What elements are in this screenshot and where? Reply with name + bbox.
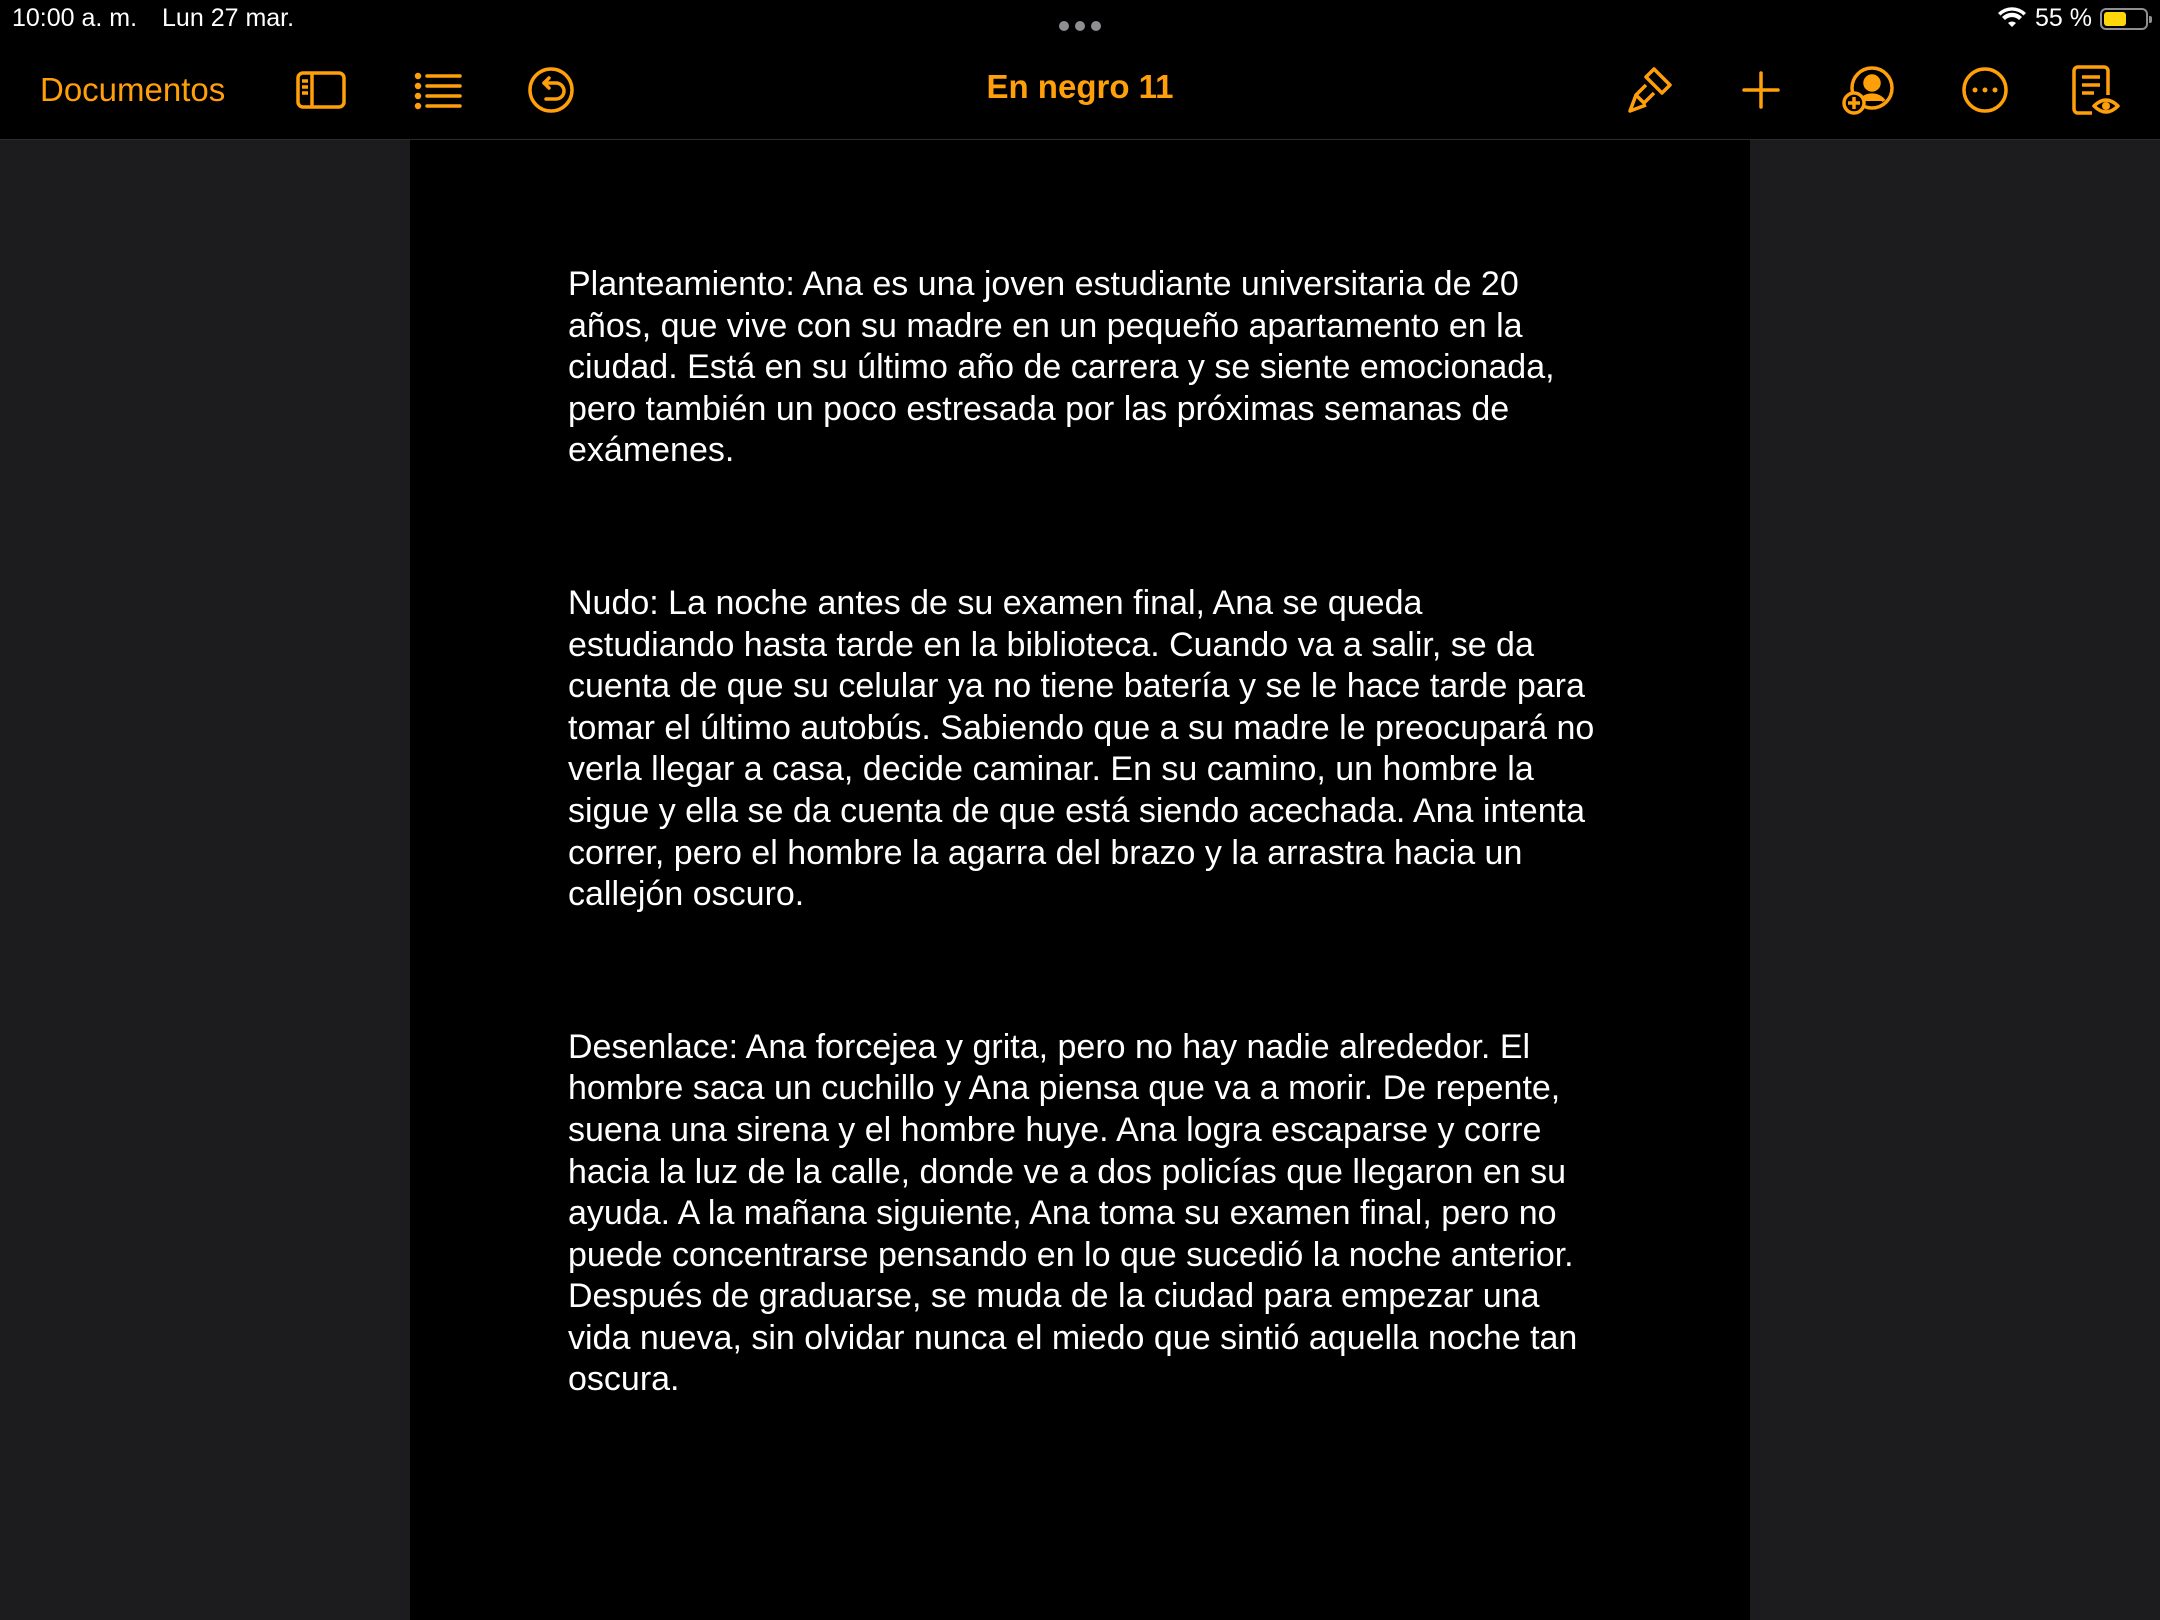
status-right [1997,4,2148,33]
wifi-icon [1997,7,2027,31]
paragraph-nudo[interactable]: Nudo: La noche antes de su examen final, Ana se queda estudiando hasta tarde en la biblioteca. Cuando va a salir, se da cuenta de que su celular ya no tiene batería y se le hace tarde para tomar el último autobús. Sabiendo que a su madre le preocupará no verla llegar a casa, decide caminar. En su camino, un hombre la sigue y ella se da cuenta de que está siendo acechada. Ana intenta correr, pero el hombre la agarra del brazo y la arrastra hacia un callejón oscuro. [568,583,1595,914]
undo-icon [524,63,578,117]
document-body[interactable] [568,264,1598,1512]
documents-button[interactable]: Documentos [40,71,226,108]
multitasking-dots-icon[interactable] [1056,18,1104,30]
status-bar [0,0,2160,40]
document-title[interactable]: En negro 11 [986,68,1174,105]
reading-view-button[interactable] [2068,60,2122,120]
status-left [12,4,312,33]
sidebar-icon [294,63,348,117]
document-canvas[interactable] [0,140,2160,1620]
reading-view-icon [2068,63,2122,117]
status-time: 10:00 a. m. [12,4,138,32]
format-button[interactable] [1624,60,1678,120]
document-page[interactable] [410,140,1750,1620]
plus-icon [1734,63,1788,117]
list-icon [412,63,466,117]
paintbrush-icon [1624,63,1678,117]
status-date: Lun 27 mar. [162,4,295,32]
insert-button[interactable] [1734,60,1788,120]
collaborate-button[interactable] [1842,60,1896,120]
more-button[interactable] [1958,60,2012,120]
battery-percent: 55 % [2035,4,2092,32]
outline-button[interactable] [412,60,466,120]
paragraph-planteamiento[interactable]: Planteamiento: Ana es una joven estudiante universitaria de 20 años, que vive con su madre en un pequeño apartamento en la ciudad. Está en su último año de carrera y se siente emocionada, pero también un poco estresada por las próximas semanas de exámenes. [568,265,1555,470]
sidebar-button[interactable] [294,60,348,120]
undo-button[interactable] [524,60,578,120]
battery-fill [2104,12,2126,26]
collaborate-icon [1842,63,1896,117]
more-icon [1958,63,2012,117]
battery-icon [2100,8,2148,30]
paragraph-desenlace[interactable]: Desenlace: Ana forcejea y grita, pero no hay nadie alrededor. El hombre saca un cuchillo y Ana piensa que va a morir. De repente, suena una sirena y el hombre huye. Ana logra escaparse y corre hacia la luz de la calle, donde ve a dos policías que llegaron en su ayuda. A la mañana siguiente, Ana toma su examen final, pero no puede concentrarse pensando en lo que sucedió la noche anterior. Después de graduarse, se muda de la ciudad para empezar una vida nueva, sin olvidar nunca el miedo que sintió aquella noche tan oscura. [568,1027,1578,1399]
toolbar [0,40,2160,140]
